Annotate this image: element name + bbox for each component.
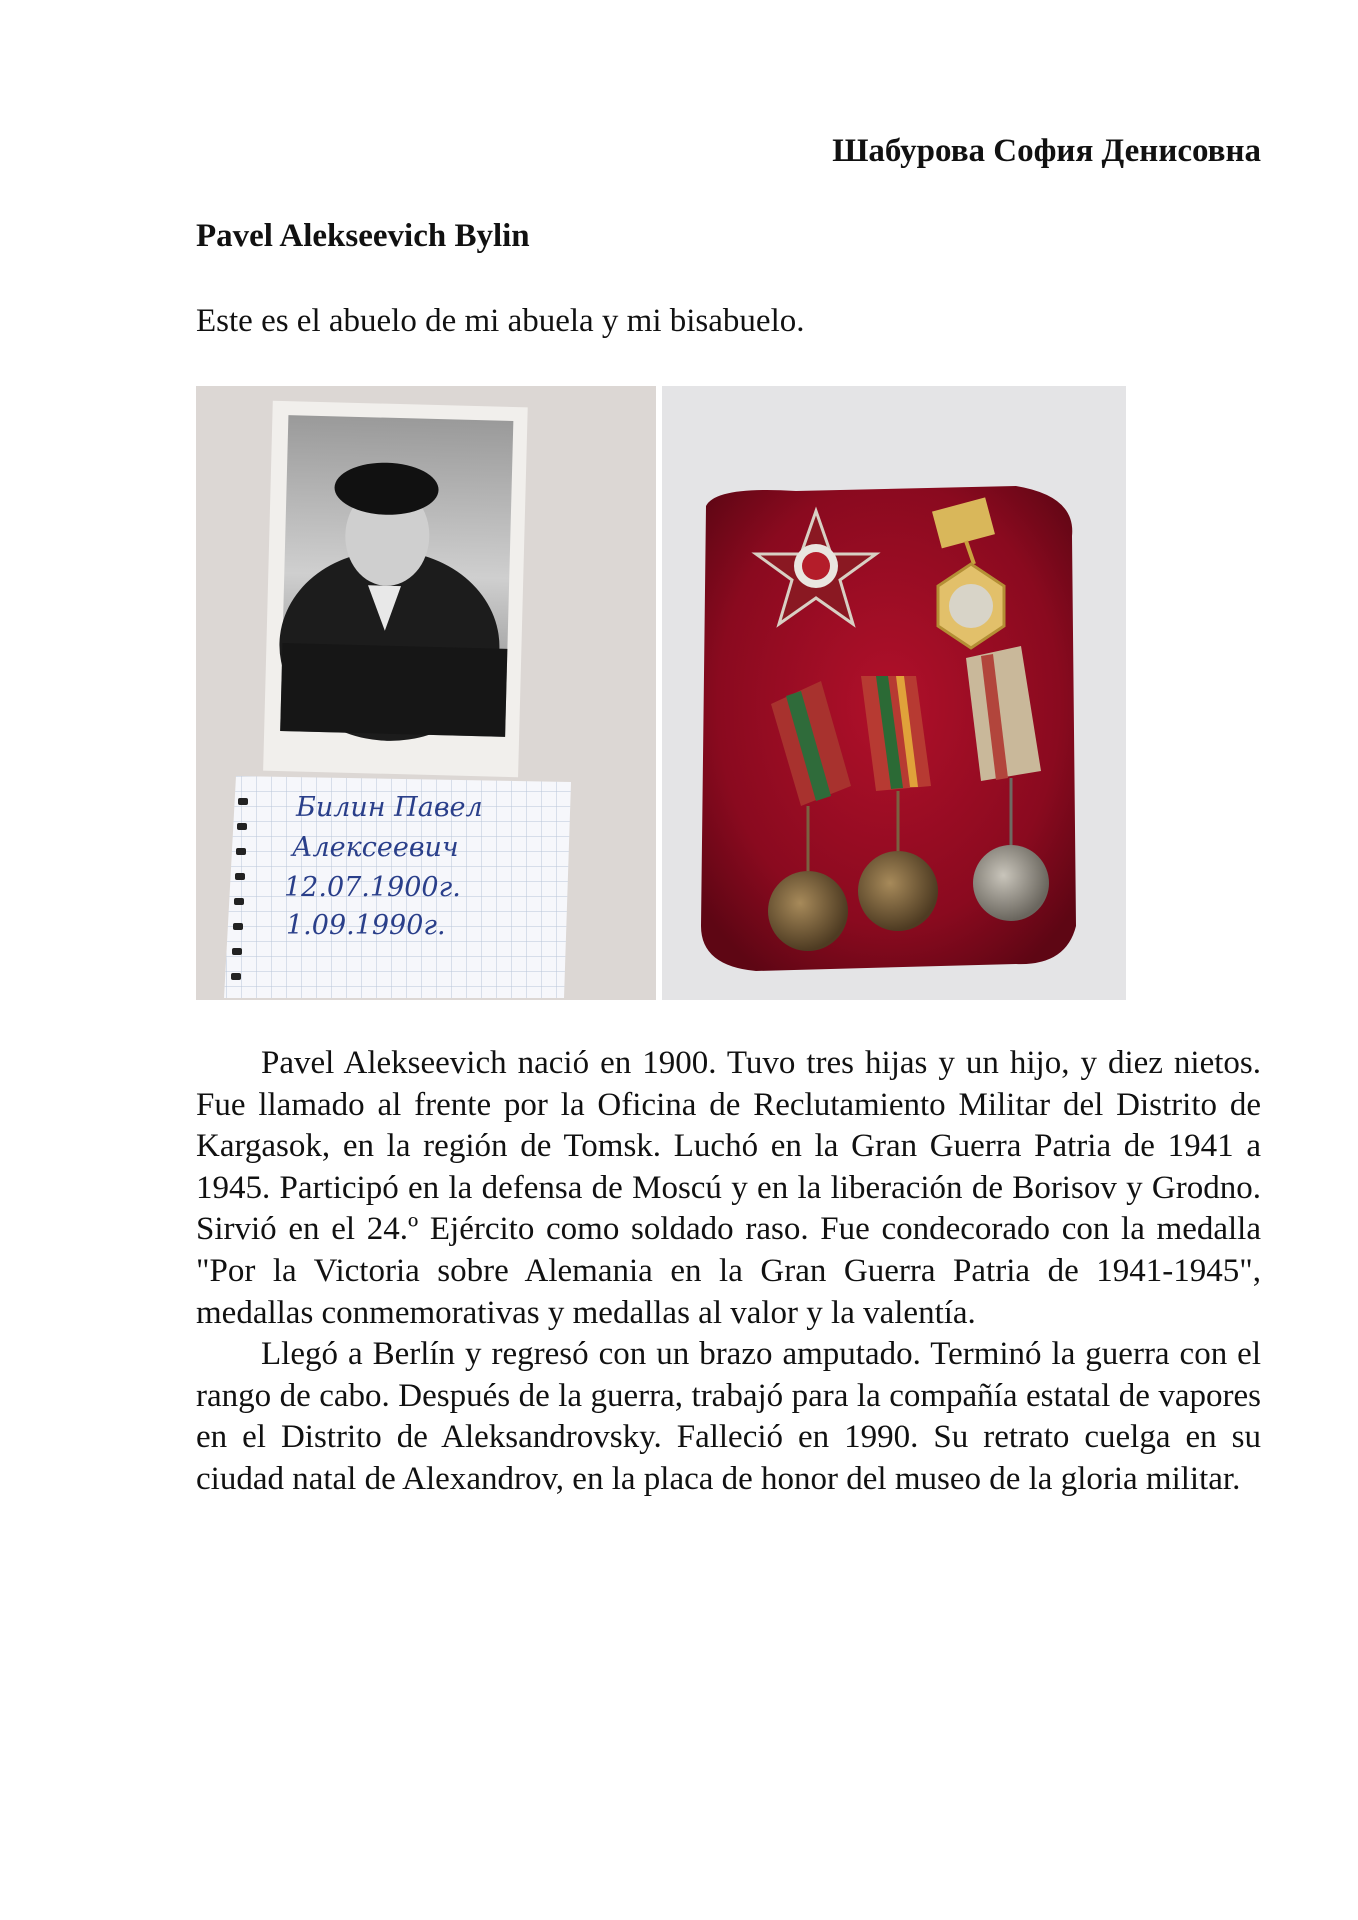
note-line-2: Алексеевич: [292, 832, 459, 863]
photo-row: [196, 386, 1126, 1000]
biography-text: [196, 1043, 1261, 1501]
medals-photo: [662, 386, 1126, 1000]
paragraph-1: Pavel Alekseevich nació en 1900. Tuvo tres hijas y un hijo, y diez nietos. Fue llamado al frente por la Oficina de Reclutamiento Militar del Distrito de Kargasok, en la región de Tomsk. Luchó en la Gran Guerra Patria de 1941 a 1945. Participó en la defensa de Moscú y en la liberación de Borisov y Grodno. Sirvió en el 24.º Ejército como soldado raso. Fue condecorado con la medalla "Por la Victoria sobre Alemania en la Gran Guerra Patria de 1941-1945", medallas conmemorativas y medallas al valor y la valentía.: [196, 1045, 1261, 1331]
intro-sentence: Este es el abuelo de mi abuela y mi bisabuelo.: [196, 303, 805, 339]
note-line-3: 12.07.1900г.: [284, 872, 461, 903]
handwritten-note: [224, 776, 571, 998]
note-line-1: Билин Павел: [296, 792, 483, 823]
note-line-4: 1.09.1990г.: [286, 910, 446, 941]
paragraph-2: Llegó a Berlín y regresó con un brazo amputado. Terminó la guerra con el rango de cabo. Después de la guerra, trabajó para la compañía estatal de vapores en el Distrito de Aleksandrovsky. Falleció en 1990. Su retrato cuelga en su ciudad natal de Alexandrov, en la placa de honor del museo de la gloria militar.: [196, 1336, 1261, 1497]
author-name: Шабурова София Денисовна: [832, 133, 1261, 169]
photos-svg: [196, 386, 1126, 1000]
page-title: Pavel Alekseevich Bylin: [196, 218, 530, 254]
